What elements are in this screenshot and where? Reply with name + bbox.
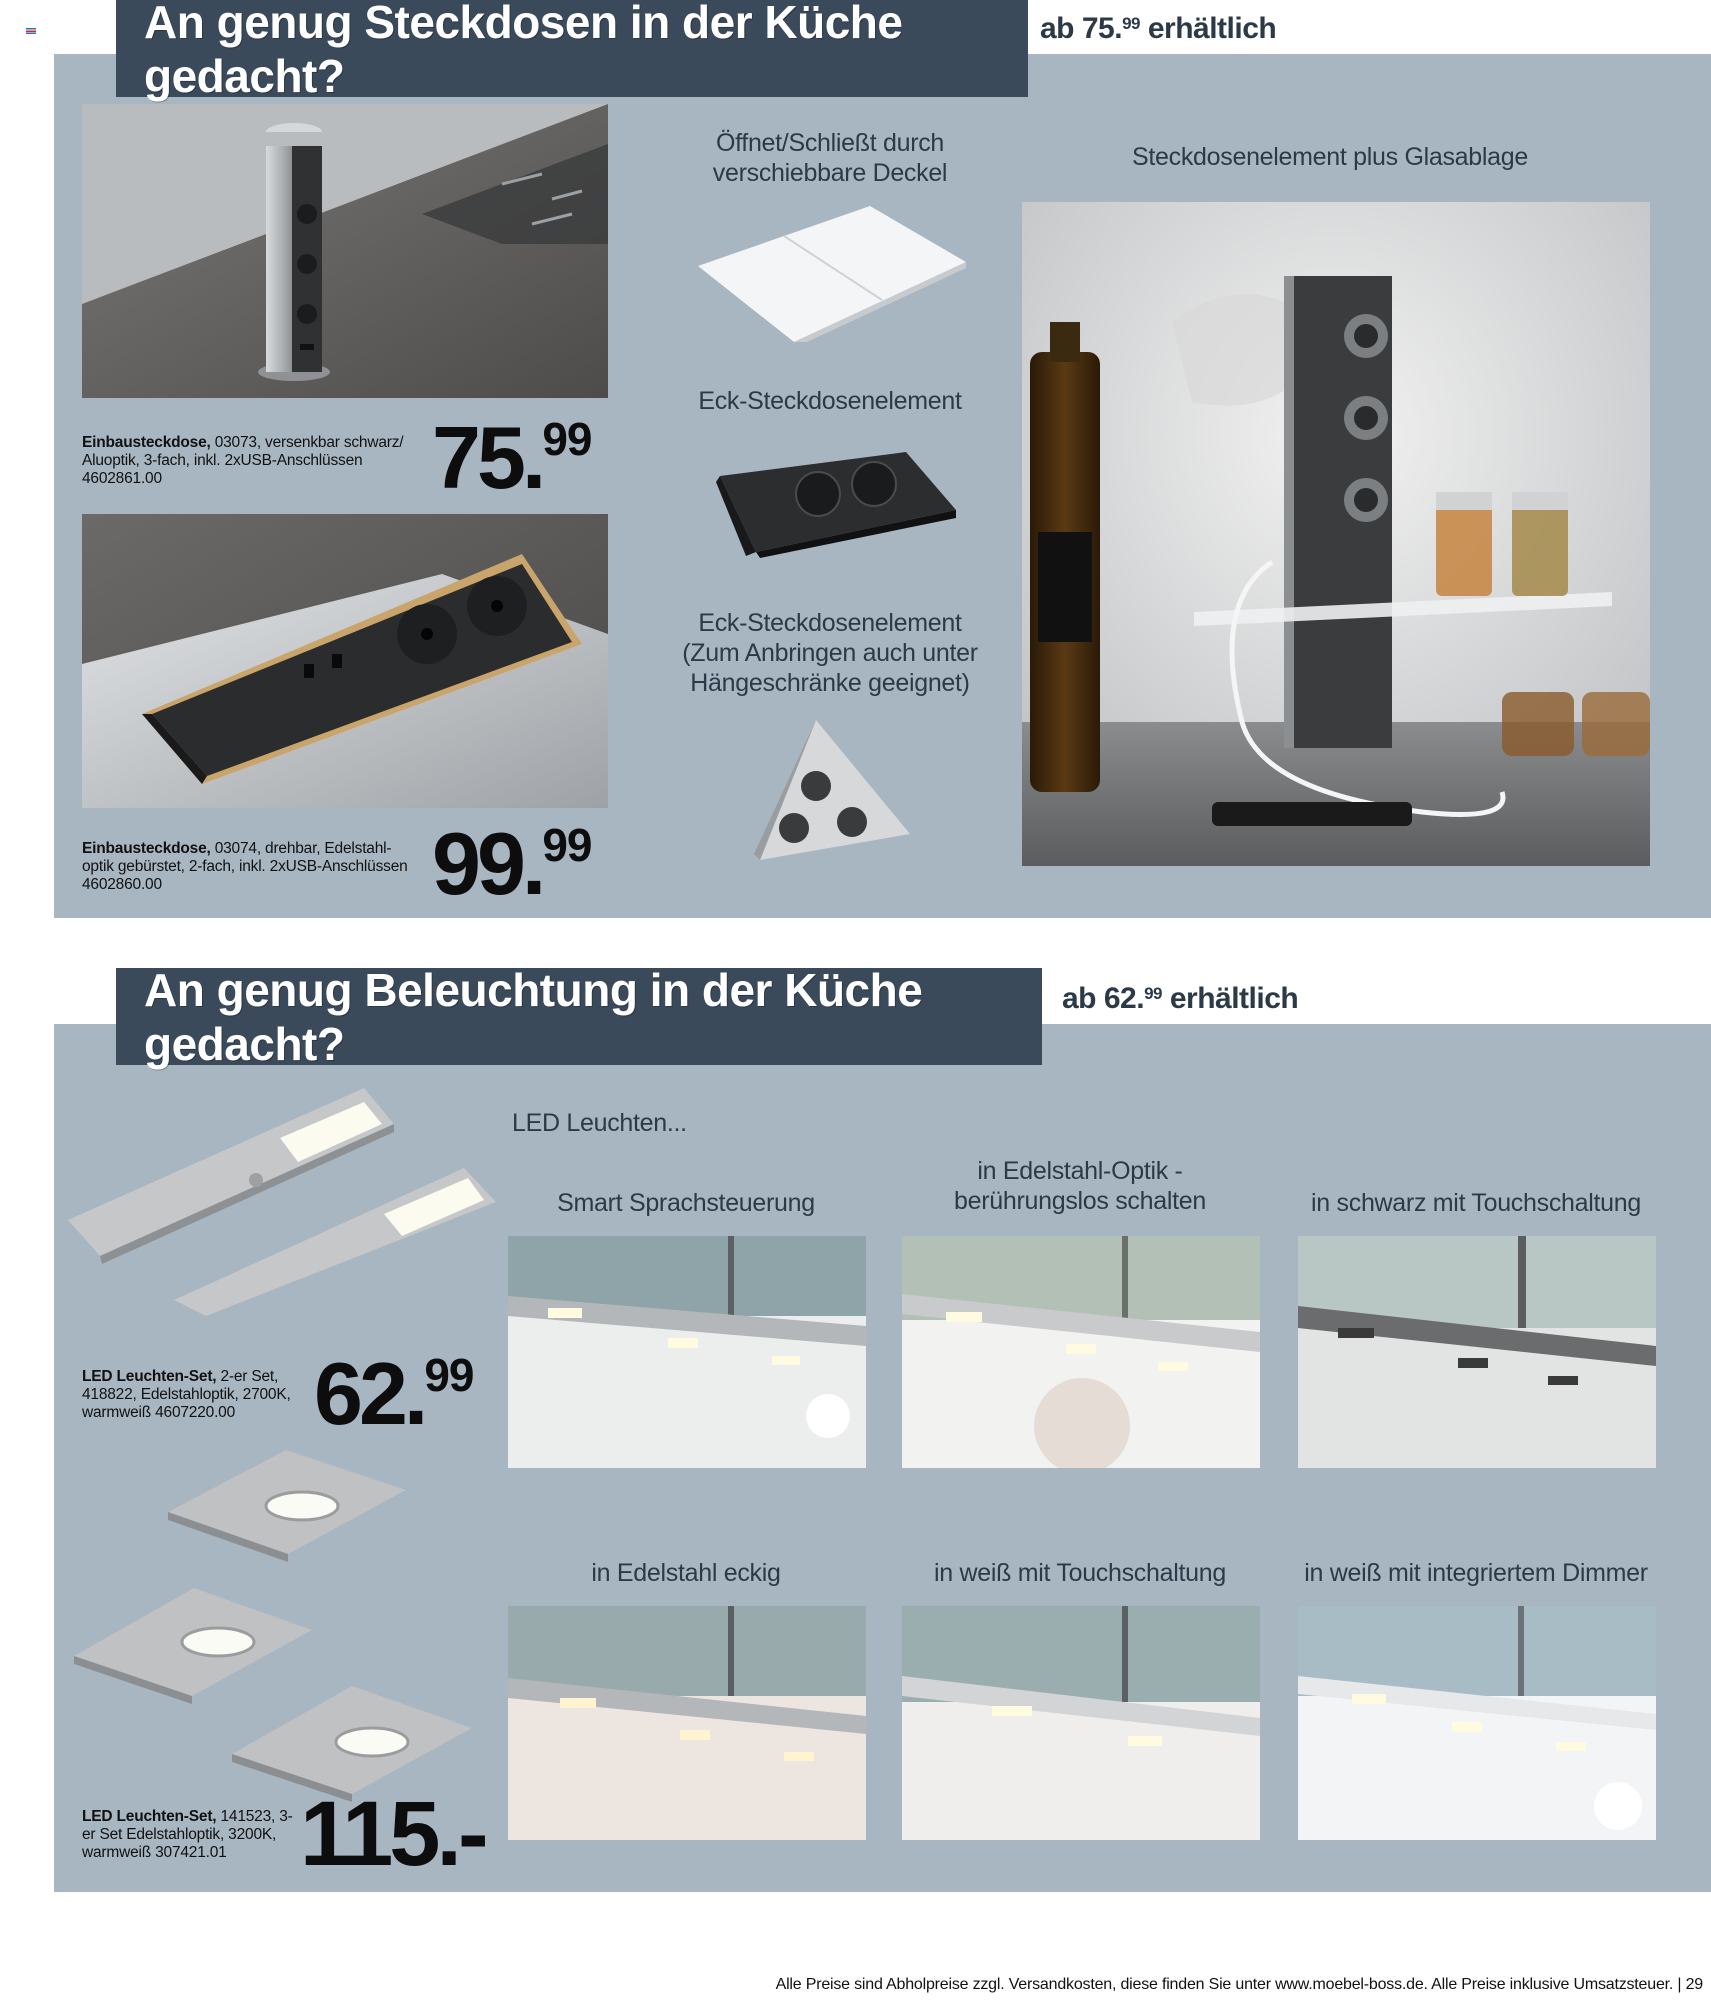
product-led-3er-set: LED Leuchten-Set, 141523, 3-er Set Edelstahloptik, 3200K, warmweiß 307421.01: [82, 1808, 293, 1861]
cover-plate-image: [694, 206, 970, 342]
lighting-availability: ab 62.99 erhältlich: [1062, 982, 1299, 1015]
cabinet-photo-weiss-dimmer: [1298, 1606, 1656, 1840]
caption-glasablage: Steckdosenelement plus Glasablage: [1132, 143, 1528, 171]
cabinet-photo-schwarz: [1298, 1236, 1656, 1468]
cabinet-photo-edelstahl-eckig: [508, 1606, 866, 1840]
caption-eck-steckdosenelement-haengeschrank: Eck-Steckdosenelement (Zum Anbringen auch unter Hängeschränke geeignet): [682, 609, 978, 697]
led-intro: LED Leuchten...: [512, 1109, 687, 1137]
sockets-banner-title: An genug Steckdosen in der Küche gedacht?: [144, 0, 903, 102]
cabinet-photo-smart: [508, 1236, 866, 1468]
cabinet-photo-edelstahl-optik: [902, 1236, 1260, 1468]
price-03073: 75.99: [432, 408, 592, 507]
cabinet-photo-weiss-touch: [902, 1606, 1260, 1840]
triangle-socket-image: [754, 716, 914, 864]
caption-weiss-touch: in weiß mit Touchschaltung: [934, 1559, 1226, 1587]
sockets-banner: [116, 0, 1028, 102]
led-2er-set-image: [64, 1084, 504, 1316]
price-led-3er-set: 115.-: [300, 1783, 485, 1885]
caption-weiss-dimmer: in weiß mit integriertem Dimmer: [1304, 1559, 1648, 1587]
corner-mark-icon: [26, 28, 36, 34]
caption-smart-sprachsteuerung: Smart Sprachsteuerung: [557, 1189, 815, 1217]
caption-schwarz-touch: in schwarz mit Touchschaltung: [1311, 1189, 1641, 1217]
caption-edelstahl-optik: in Edelstahl-Optik - berührungslos schalten: [954, 1157, 1206, 1215]
product-led-2er-set: LED Leuchten-Set, 2-er Set, 418822, Edelstahloptik, 2700K, warmweiß 4607220.00: [82, 1368, 291, 1421]
corner-socket-bar-image: [716, 446, 960, 558]
led-3er-set-image: [72, 1446, 492, 1806]
product-einbausteckdose-03074: Einbausteckdose, 03074, drehbar, Edelstahl- optik gebürstet, 2-fach, inkl. 2xUSB-Anschlüssen 4602860.00: [82, 840, 408, 893]
price-led-2er-set: 62.99: [314, 1344, 474, 1443]
popup-socket-photo: [82, 104, 608, 398]
rotating-socket-photo: [82, 514, 608, 808]
legal-footer: Alle Preise sind Abholpreise zzgl. Versandkosten, diese finden Sie unter www.moebel-boss.de. Alle Preise inklusive Umsatzsteuer. | 29: [775, 1976, 1703, 1993]
sockets-availability: ab 75.99 erhältlich: [1040, 12, 1277, 45]
lighting-banner: [116, 963, 1042, 1070]
price-03074: 99.99: [432, 814, 592, 913]
socket-with-glass-shelf-photo: [1022, 202, 1650, 866]
product-einbausteckdose-03073: Einbausteckdose, 03073, versenkbar schwarz/ Aluoptik, 3-fach, inkl. 2xUSB-Anschlüssen 4602861.00: [82, 434, 404, 487]
caption-edelstahl-eckig: in Edelstahl eckig: [591, 1559, 781, 1587]
caption-deckel: Öffnet/Schließt durch verschiebbare Deckel: [712, 129, 948, 187]
caption-eck-steckdosenelement: Eck-Steckdosenelement: [698, 387, 962, 415]
lighting-banner-title: An genug Beleuchtung in der Küche gedacht?: [144, 963, 923, 1070]
